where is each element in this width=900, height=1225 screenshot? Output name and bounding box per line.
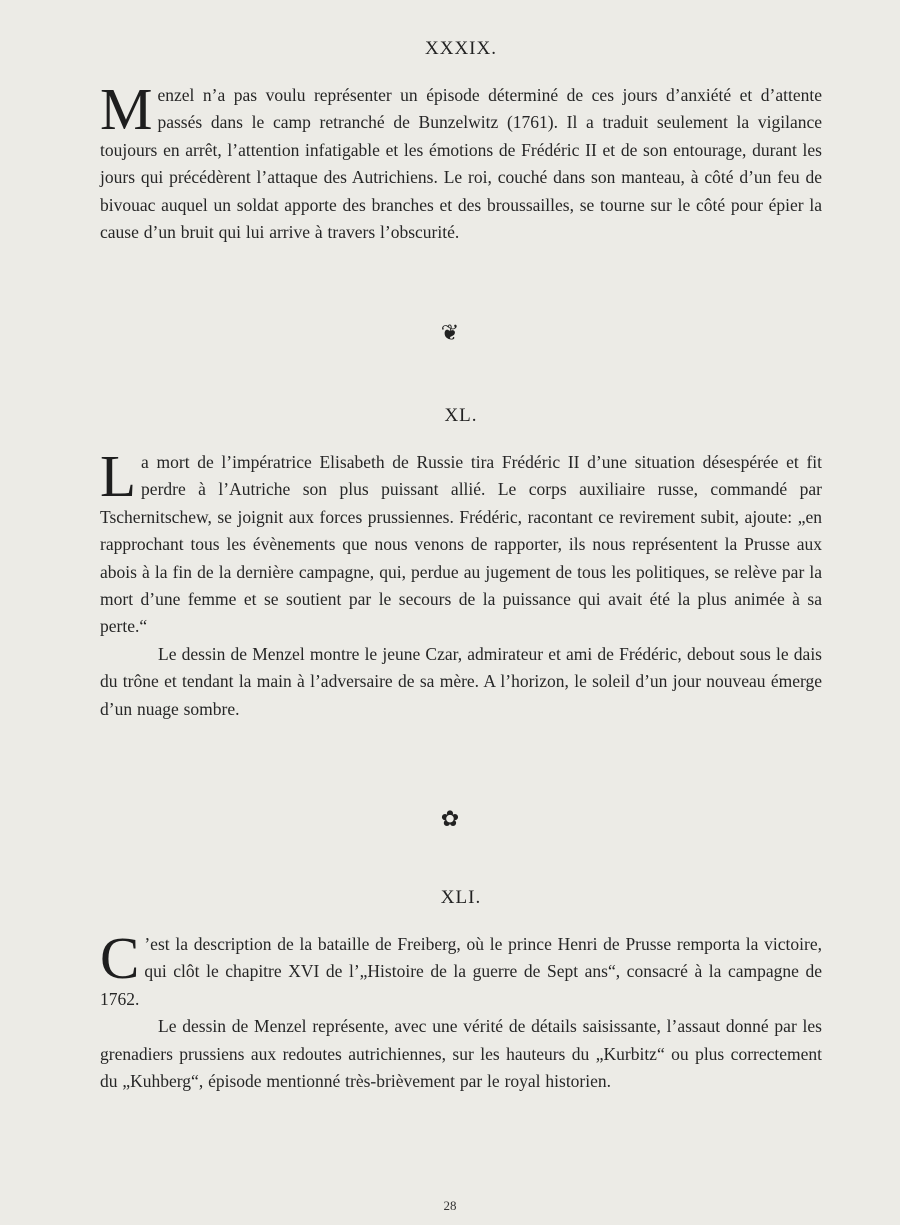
paragraph [100, 443, 822, 641]
section-heading: XLI. [440, 887, 482, 908]
section-xli [100, 887, 822, 1095]
section-heading: XL. [444, 405, 478, 426]
paragraph [100, 641, 822, 723]
paragraph-text: a mort de l’impératrice Elisabeth de Russie tira Frédéric II d’une situation désespérée et fit perdre à l’Autriche son plus puissant allié. Le corps auxiliaire russe, commandé par Tschernitschew, se joignit aux forces prussiennes. Frédéric, racontant ce revirement subit, ajoute: „en rapprochant tous les évènements que nous venons de rapporter, ils nous représentent la Prusse aux abois à la fin de la dernière campagne, qui, perdue au jugement de tous les politiques, se relève par la mort d’une femme et se soutient par le secours de la puissance qui avait été la plus animée à sa perte.“ [100, 452, 822, 637]
drop-cap: C [100, 925, 140, 991]
section-xxxix [100, 38, 822, 246]
drop-cap: M [100, 76, 153, 142]
section-heading: XXXIX. [425, 38, 497, 59]
floral-ornament-icon: ✿ [440, 806, 460, 831]
section-xl [100, 405, 822, 723]
paragraph [100, 76, 822, 246]
paragraph-text: enzel n’a pas voulu représenter un épisode déterminé de ces jours d’anxiété et d’attente passés dans le camp retranché de Bunzelwitz (1761). Il a traduit seulement la vigilance toujours en arrêt, l’attention infatigable et les émotions de Frédéric II et de son entourage, durant les jours qui précédèrent l’attaque des Autrichiens. Le roi, couché dans son manteau, à côté d’un feu de bivouac auquel un soldat apporte des branches et des broussailles, se tourne sur le côté pour épier la cause d’un bruit qui lui arrive à travers l’obscurité. [100, 85, 822, 243]
paragraph-text: Le dessin de Menzel représente, avec une vérité de détails saisissante, l’assaut donné par les grenadiers prussiens aux redoutes autrichiennes, sur les hauteurs du „Kurbitz“ ou plus correctement du „Kuhberg“, épisode mentionné très-brièvement par le royal historien. [100, 1016, 822, 1092]
paragraph-text: Le dessin de Menzel montre le jeune Czar, admirateur et ami de Frédéric, debout sous le dais du trône et tendant la main à l’adversaire de sa mère. A l’horizon, le soleil d’un jour nouveau émerge d’un nuage sombre. [100, 643, 822, 719]
floral-ornament-icon: ❦ [440, 320, 460, 345]
paragraph [100, 925, 822, 1013]
page-number: 28 [443, 1198, 457, 1213]
drop-cap: L [100, 443, 137, 509]
paragraph [100, 1013, 822, 1095]
paragraph-text: ’est la description de la bataille de Freiberg, où le prince Henri de Prusse remporta la victoire, qui clôt le chapitre XVI de l’„Histoire de la guerre de Sept ans“, consacré à la campagne de 1762. [100, 934, 822, 1009]
